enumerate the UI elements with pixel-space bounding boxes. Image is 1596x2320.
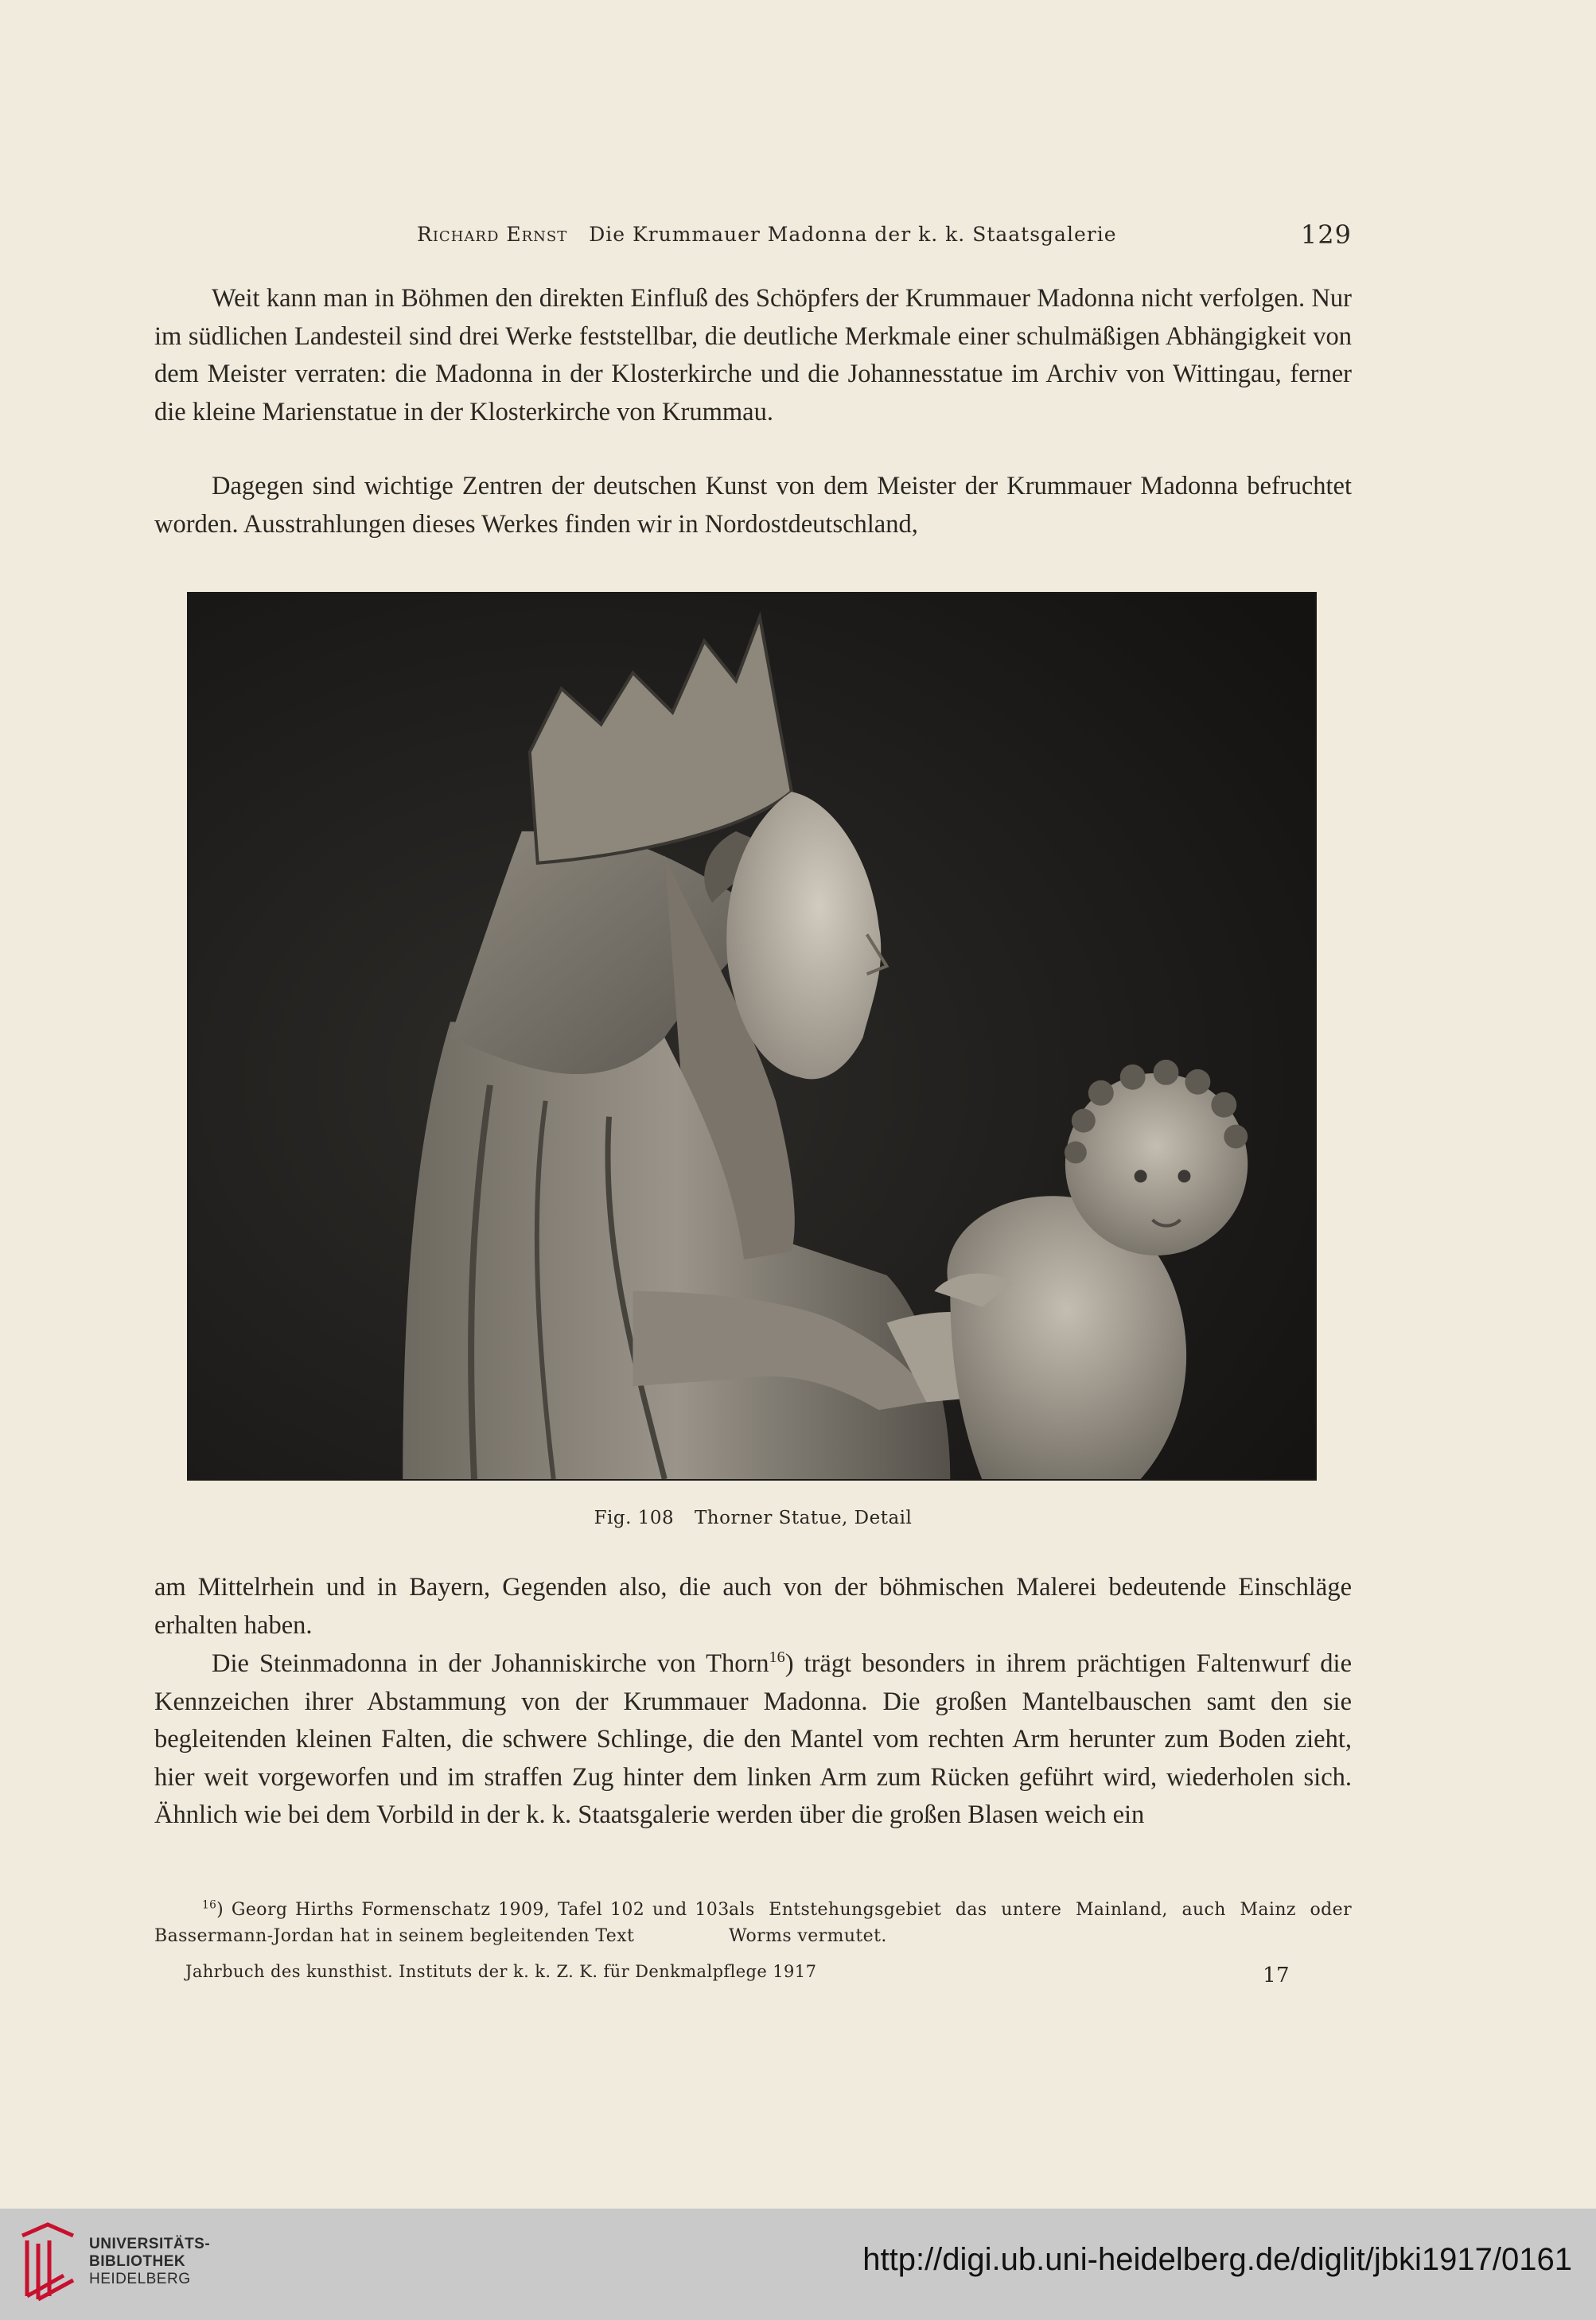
signature-number: 17 [1263,1964,1290,1987]
body-paragraph-3: am Mittelrhein und in Bayern, Gegenden also, die auch von der böhmischen Malerei bedeutende Einschläge erhalten haben. [154,1573,1352,1640]
madonna-statue-illustration [189,594,1315,1479]
running-head-text [417,223,1117,246]
figure-label: Fig. 108 [594,1508,675,1528]
library-name-line-1: UNIVERSITÄTS- [89,2236,211,2252]
library-name-line-3: HEIDELBERG [89,2271,191,2287]
running-head-author: Richard Ernst [417,223,568,246]
figure-caption [154,1508,1352,1528]
body-paragraph-1: Weit kann man in Böhmen den direkten Einfluß des Schöpfers der Krummauer Madonna nicht verfolgen. Nur im südlichen Landesteil sind drei Werke feststellbar, die deutliche Merkmale einer schulmäßigen Abhängigkeit von dem Meister verraten: die Madonna in der Klosterkirche und die Johannesstatue im Archiv von Wittingau, ferner die kleine Marienstatue in der Klosterkirche von Krummau. [154,284,1352,426]
figure-caption-text: Thorner Statue, Detail [694,1508,913,1528]
footnote-reference[interactable]: 16 [769,1649,785,1667]
library-name-line-2: BIBLIOTHEK [89,2253,186,2270]
body-paragraph-4 [154,1645,1352,1835]
library-name [89,2236,210,2288]
footnote-marker: 16 [202,1898,217,1912]
footnote-16-start [154,1897,735,1949]
running-head-title: Die Krummauer Madonna der k. k. Staatsgalerie [589,223,1117,246]
permalink-url[interactable]: http://digi.ub.uni-heidelberg.de/diglit/jbki1917/0161 [862,2242,1572,2277]
footnote-left-column [154,1897,735,1949]
library-logo-icon [16,2220,80,2307]
signature-line [185,1962,1323,1987]
body-paragraph-4-rest: ) trägt besonders in ihrem prächtigen Faltenwurf die Kennzeichen ihrer Abstammung von der Krummauer Madonna. Die großen Mantelbauschen samt den sie begleitenden kleinen Falten, die schwere Schlinge, die den Mantel vom rechten Arm herunter zum Boden zieht, hier weit vorgeworfen und im straffen Zug hinter dem linken Arm zum Rücken geführt wird, wiederholen sich. Ähnlich wie bei dem Vorbild in der k. k. Staatsgalerie werden über die großen Blasen weich ein [154,1649,1352,1829]
running-head [154,220,1352,255]
body-paragraph-2: Dagegen sind wichtige Zentren der deutschen Kunst von dem Meister der Krummauer Madonna befruchtet worden. Ausstrahlungen dieses Werkes finden wir in Nordostdeutschland, [154,472,1352,539]
figure-photograph-madonna-statue [187,592,1317,1481]
page-number: 129 [1300,220,1352,250]
digitization-footer [0,2209,1596,2320]
body-paragraph-4-start: Die Steinmadonna in der Johanniskirche von Thorn [212,1649,769,1678]
signature-text: Jahrbuch des kunsthist. Instituts der k. k. Z. K. für Denkmalpflege 1917 [185,1962,817,1981]
footnote-16-text: ) Georg Hirths Formenschatz 1909, Tafel 102 und 103. Bassermann-Jordan hat in seinem begleitenden Text [154,1900,735,1946]
footnote-right-column: als Entstehungsgebiet das untere Mainland, auch Mainz oder Worms vermutet. [729,1900,1352,1946]
